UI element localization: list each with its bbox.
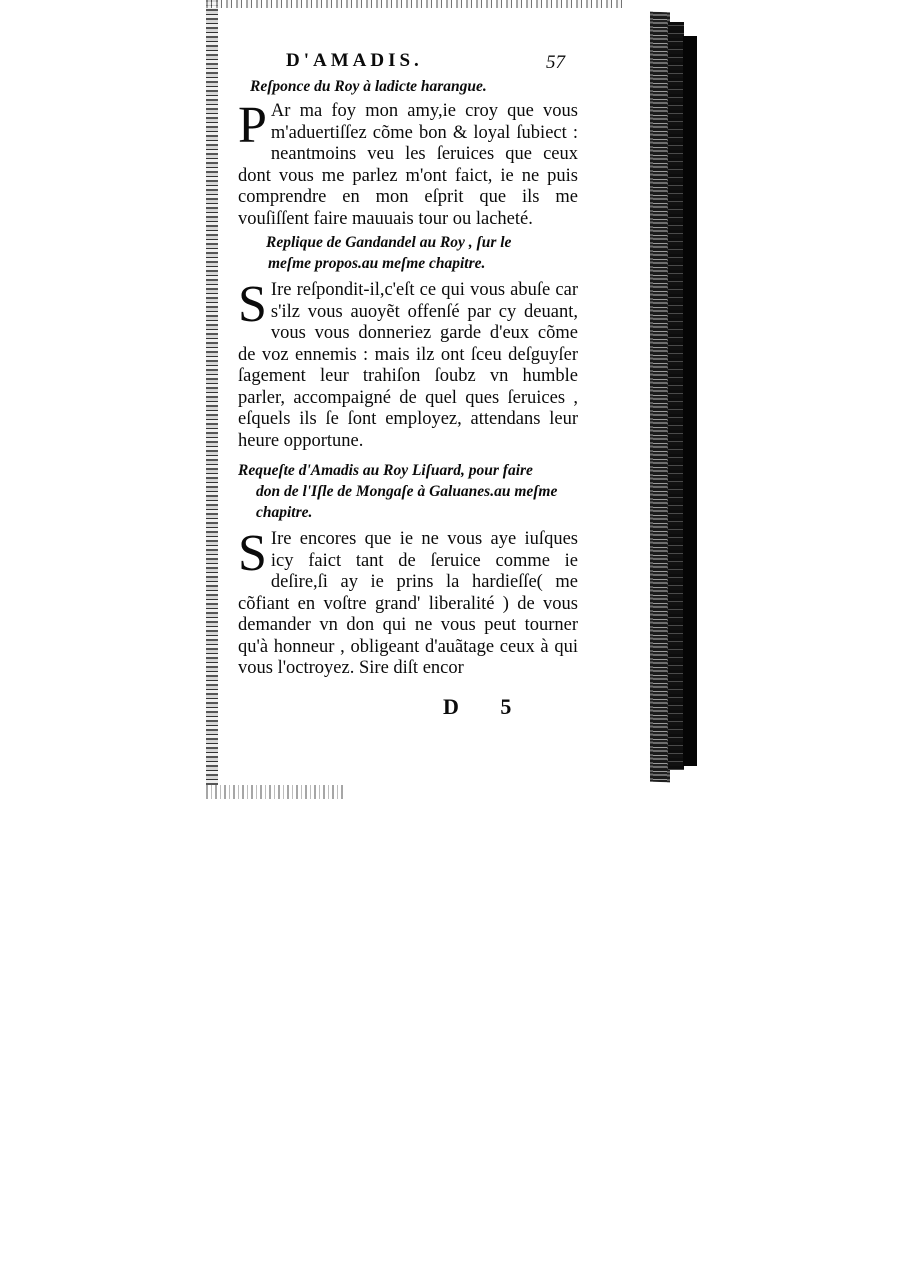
page-left-edge: [206, 0, 218, 785]
running-head: [238, 48, 578, 74]
section-heading-2-line-1: Replique de Gandandel au Roy , ſur le: [266, 234, 512, 251]
page-bottom-edge: [206, 785, 346, 799]
section-heading-2: [238, 232, 578, 274]
section-heading-2-line-2: meſme propos.au meſme chapitre.: [268, 255, 486, 272]
running-title: D'AMADIS.: [286, 50, 423, 71]
paragraph-1-text: Ar ma foy mon amy,ie croy que vous m'aduertiſſez cõme bon & loyal ſubiect : neantmoins veu les ſeruices que ceux dont vous me parlez m'ont faict, ie ne puis comprendre en mon eſprit que ils me vouſiſſent faire mauuais tour ou lacheté.: [238, 101, 578, 229]
paragraph-3: [238, 525, 578, 680]
page-top-edge: [206, 0, 626, 8]
dropcap-2: S: [238, 276, 267, 333]
section-heading-1: [238, 76, 578, 97]
book-gutter-shadow: [650, 12, 670, 783]
book-gutter-shadow-inner: [668, 22, 684, 770]
section-heading-3: [238, 460, 578, 523]
signature-mark: D 5: [443, 694, 530, 719]
book-binding-edge: [683, 36, 697, 766]
section-heading-3-line-2: don de l'Iſle de Mongaſe à Galuanes.au meſme chapitre.: [256, 483, 558, 521]
paragraph-3-text: Ire encores que ie ne vous aye iuſques icy faict tant de ſeruice comme ie deſire,ſi ay ie prins la hardieſſe( me cõfiant en voſtre grand' liberalité ) de vous demander vn don qui ne vous peut tourner qu'à honneur , obligeant d'auãtage ceux à qui vous l'octroyez. Sire diſt encor: [238, 529, 578, 678]
paragraph-2: [238, 276, 578, 452]
page-number: 57: [546, 52, 565, 73]
section-heading-1-line-1: Reſponce du Roy à ladicte harangue.: [250, 78, 487, 95]
paragraph-1: [238, 97, 578, 230]
section-heading-3-line-1: Requeſte d'Amadis au Roy Liſuard, pour faire: [238, 462, 533, 479]
page-text: [238, 48, 578, 680]
dropcap-3: S: [238, 525, 267, 582]
dropcap-1: P: [238, 97, 267, 154]
paragraph-2-text: Ire reſpondit-il,c'eſt ce qui vous abuſe car s'ilz vous auoyẽt offenſé par cy deuant, vous vous donneriez garde d'eux cõme de voz ennemis : mais ilz ont ſceu deſguyſer ſagement leur trahiſon ſoubz vn humble parler, accompaigné de quel ques ſeruices , eſquels ils ſe ſont employez, attendans leur heure opportune.: [238, 280, 578, 451]
